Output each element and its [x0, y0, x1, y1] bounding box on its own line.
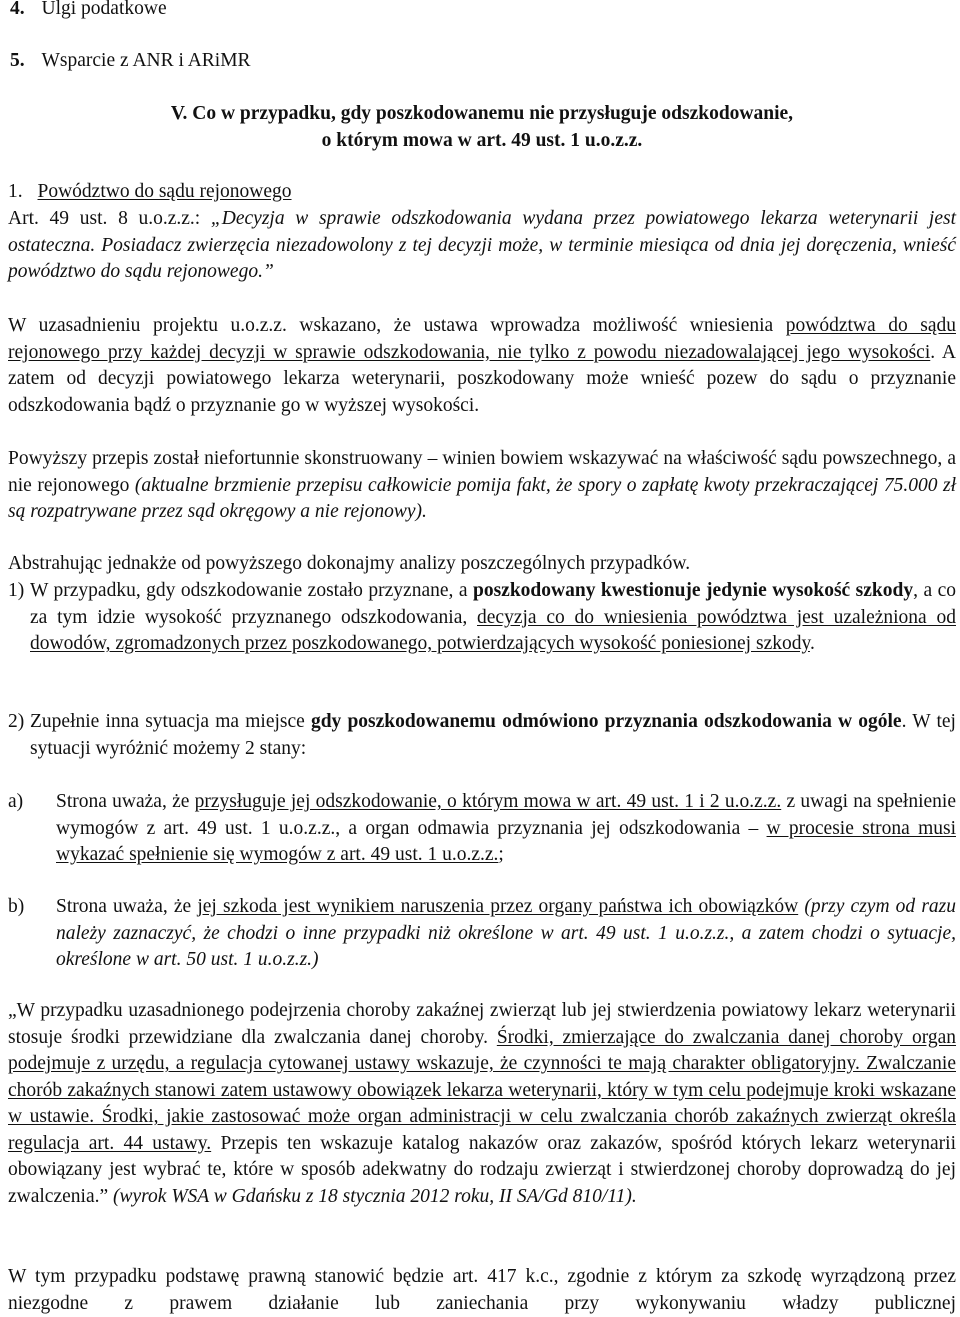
paragraph-critique	[8, 446, 956, 526]
case-text	[30, 709, 956, 762]
text-run: . W tej sytuacji wyróżnić możemy 2 stany:	[30, 711, 956, 759]
text-run: „W przypadku uzasadnionego podejrzenia choroby zakaźnej zwierząt lub jej stwierdzenia powiatowy lekarz weterynarii stosuje środki przewidziane dla zwalczania danej choroby.	[8, 1000, 956, 1048]
list-item	[10, 48, 958, 75]
underlined-text: Środki, zmierzające do zwalczania danej choroby organ podejmuje z urzędu, a regulacja cytowanej ustawy wskazuje, że czynności te mają charakter obligatoryjny. Zwalczanie chorób zakaźnych stanowi zatem ustawowy obowiązek lekarza weterynarii, który w tym celu podejmuje kroki wskazane w ustawie. Środki, jakie zastosować może organ administracji w celu zwalczania chorób zakaźnych zwierząt określa regulacja art. 44 ustawy.	[8, 1026, 957, 1154]
subsection-heading	[8, 179, 956, 206]
case-number: 2)	[8, 711, 25, 732]
underlined-text: jej szkoda jest wynikiem naruszenia przez organy państwa ich obowiązków	[197, 896, 799, 917]
text-run: . A zatem od decyzji powiatowego lekarza weterynarii, poszkodowany może wnieść pozew do sądu o przyznanie odszkodowania bądź o przyznanie go w wyższej wysokości.	[8, 341, 956, 416]
subsection-title: Powództwo do sądu rejonowego	[37, 181, 292, 202]
underlined-text: w procesie strona musi wykazać spełnienie się wymogów z art. 49 ust. 1 u.o.z.z.	[56, 817, 956, 865]
list-item-number: 5.	[10, 50, 25, 71]
underlined-text: decyzja co do wniesienia powództwa jest uzależniona od dowodów, zgromadzonych przez poszkodowanego, potwierdzających wysokość poniesionej szkody	[30, 606, 956, 654]
paragraph-abstraction: Abstrahując jednakże od powyższego dokonajmy analizy poszczególnych przypadków.	[8, 553, 691, 574]
text-run: , a co za tym idzie wysokość przyznanego odszkodowania,	[30, 580, 957, 628]
text-run: Zupełnie inna sytuacja ma miejsce	[30, 711, 311, 732]
article-citation	[8, 206, 956, 286]
section-heading-line: V. Co w przypadku, gdy poszkodowanemu nie przysługuje odszkodowanie,	[170, 103, 794, 124]
text-run: W przypadku, gdy odszkodowanie zostało przyznane, a	[30, 580, 473, 601]
text-run: W uzasadnieniu projektu u.o.z.z. wskazano, że ustawa wprowadza możliwość wniesienia	[8, 315, 786, 336]
text-run: Przepis ten wskazuje katalog nakazów oraz zakazów, spośród których lekarz weterynarii obowiązany jest wybrać te, które w sposób adekwatny do rodzaju zwierząt i stwierdzonej choroby doprowadzą do jej zwalczenia.”	[8, 1132, 956, 1207]
sub-case-label: a)	[8, 791, 24, 812]
paragraph-justification	[8, 313, 956, 419]
case-2	[8, 709, 956, 769]
underlined-text: powództwa do sądu rejonowego przy każdej decyzji w sprawie odszkodowania, nie tylko z powodu niezadowalającej jego wysokości	[8, 315, 956, 363]
text-run: .	[809, 633, 815, 654]
text-run: Strona uważa, że	[56, 791, 195, 812]
paragraph-final: W tym przypadku podstawę prawną stanowić będzie art. 417 k.c., zgodnie z którym za szkodę wyrządzoną przez niezgodne z prawem działanie lub zaniechania przy wykonywaniu władzy publicznej	[8, 1266, 956, 1314]
text-run: ;	[498, 844, 504, 865]
italic-note: (aktualne brzmienie przepisu całkowicie pomija fakt, że spory o zapłatę kwoty przekraczającej 75.000 zł są rozpatrywane przez sąd okręgowy a nie rejonowy).	[8, 474, 956, 522]
list-item-number: 4.	[10, 0, 25, 19]
case-number: 1)	[8, 580, 25, 601]
bold-text: gdy poszkodowanemu odmówiono przyznania odszkodowania w ogóle	[310, 711, 902, 732]
section-heading	[48, 101, 916, 154]
text-run: z uwagi na spełnienie wymogów z art. 49 ust. 1 u.o.z.z., a organ odmawia przyznania jej odszkodowania –	[56, 791, 956, 839]
section-heading-line: o którym mowa w art. 49 ust. 1 u.o.z.z.	[321, 129, 643, 151]
sub-case-a	[8, 789, 956, 871]
list-item	[10, 0, 958, 23]
bold-text: poszkodowany kwestionuje jedynie wysokość szkody	[472, 580, 914, 601]
court-quote	[8, 998, 956, 1210]
article-quote: „Decyzja w sprawie odszkodowania wydana przez powiatowego lekarza weterynarii jest ostateczna. Posiadacz zwierzęcia niezadowolony z tej decyzji może, w terminie miesiąca od dnia jej doręczenia, wnieść powództwo do sądu rejonowego.”	[8, 208, 956, 282]
text-run: Strona uważa, że	[56, 896, 198, 917]
underlined-text: przysługuje jej odszkodowanie, o którym mowa w art. 49 ust. 1 i 2 u.o.z.z.	[194, 791, 782, 812]
sub-case-text	[56, 789, 956, 869]
sub-case-text	[56, 894, 956, 974]
text-run: Powyższy przepis został niefortunnie skonstruowany – winien bowiem wskazywać na właściwość sądu powszechnego, a nie rejonowego	[8, 448, 956, 496]
italic-note: (przy czym od razu należy zaznaczyć, że chodzi o inne przypadki niż określone w art. 49 ust. 1 u.o.z.z., a zatem chodzi o sytuacje, określone w art. 50 ust. 1 u.o.z.z.)	[56, 896, 957, 970]
sub-case-label: b)	[8, 896, 25, 917]
case-1	[8, 578, 956, 688]
list-item-text: Ulgi podatkowe	[41, 0, 167, 19]
italic-citation: (wyrok WSA w Gdańsku z 18 stycznia 2012 roku, II SA/Gd 810/11).	[113, 1185, 637, 1207]
case-text	[30, 578, 956, 658]
article-lead: Art. 49 ust. 8 u.o.z.z.:	[8, 208, 211, 229]
list-item-text: Wsparcie z ANR i ARiMR	[41, 50, 251, 71]
sub-case-b	[8, 894, 956, 976]
subsection-number: 1.	[8, 181, 23, 202]
